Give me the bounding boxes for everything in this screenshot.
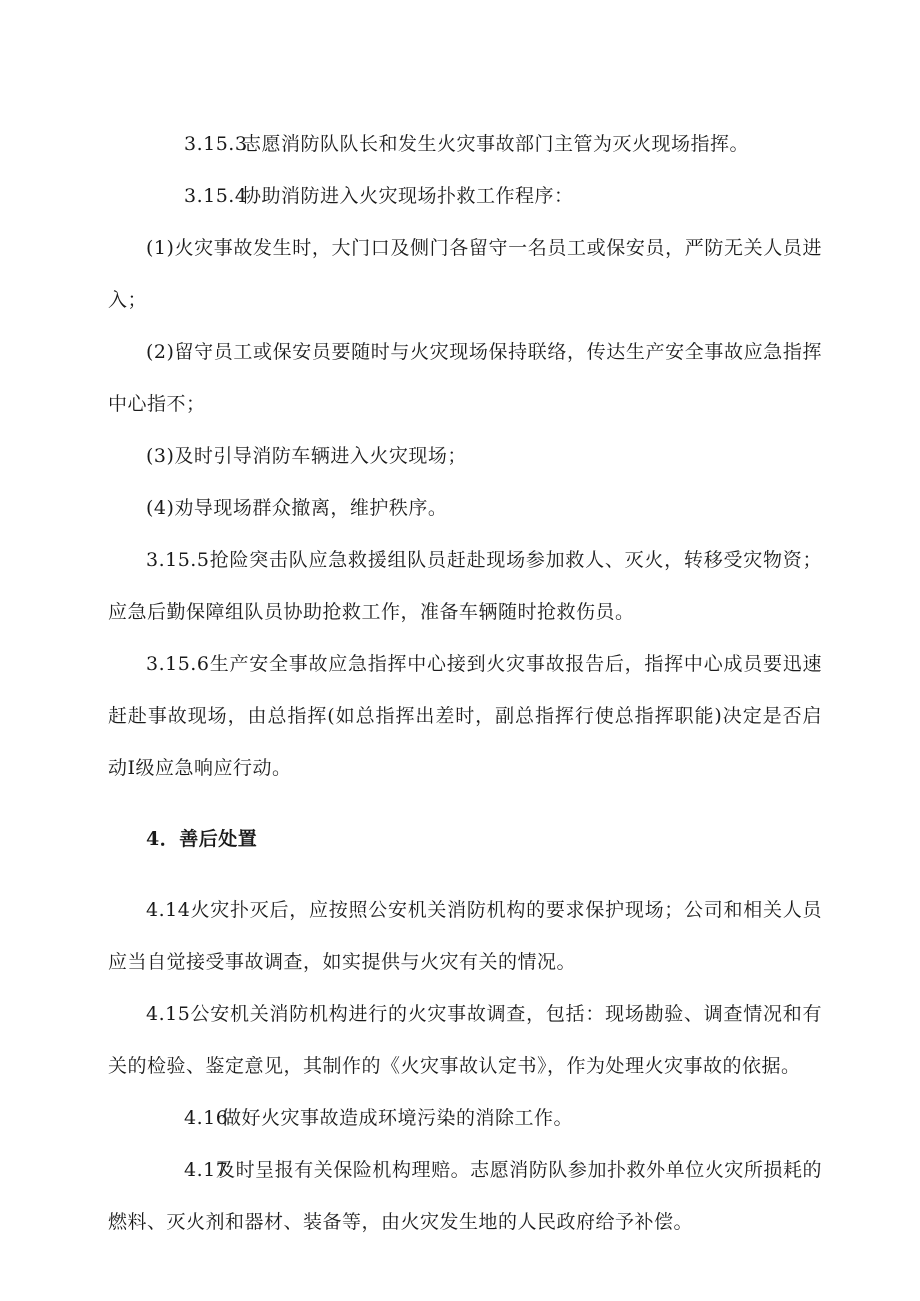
paragraph-3-15-4 xyxy=(108,170,822,222)
paragraph-item-2: (2)留守员工或保安员要随时与火灾现场保持联络，传达生产安全事故应急指挥中心指不； xyxy=(108,341,822,415)
document-page xyxy=(108,118,822,1248)
paragraph-4-14: 4.14火灾扑灭后，应按照公安机关消防机构的要求保护现场；公司和相关人员应当自觉接受事故调查，如实提供与火灾有关的情况。 xyxy=(108,899,822,973)
paragraph-4-17 xyxy=(108,1144,822,1248)
paragraph-4-16 xyxy=(108,1092,822,1144)
paragraph-item-1: (1)火灾事故发生时，大门口及侧门各留守一名员工或保安员，严防无关人员进入； xyxy=(108,237,822,311)
clause-number: 3.15.4 xyxy=(184,185,248,207)
section-heading: 4．善后处置 xyxy=(146,828,258,850)
paragraph-text: 志愿消防队队长和发生火灾事故部门主管为灭火现场指挥。 xyxy=(242,133,750,155)
clause-number: 3.15.3 xyxy=(184,133,248,155)
paragraph-3-15-3 xyxy=(108,118,822,170)
paragraph-text: 做好火灾事故造成环境污染的消除工作。 xyxy=(222,1107,574,1129)
paragraph-text: 及时呈报有关保险机构理赔。志愿消防队参加扑救外单位火灾所损耗的燃料、灭火剂和器材、装备等，由火灾发生地的人民政府给予补偿。 xyxy=(108,1159,822,1233)
paragraph-3-15-5: 3.15.5抢险突击队应急救援组队员赶赴现场参加救人、灭火，转移受灾物资；应急后勤保障组队员协助抢救工作，准备车辆随时抢救伤员。 xyxy=(108,549,822,623)
paragraph-item-3: (3)及时引导消防车辆进入火灾现场； xyxy=(146,445,467,467)
paragraph-text: 协助消防进入火灾现场扑救工作程序： xyxy=(242,185,574,207)
paragraph-4-15: 4.15公安机关消防机构进行的火灾事故调查，包括：现场勘验、调查情况和有关的检验、鉴定意见，其制作的《火灾事故认定书》，作为处理火灾事故的依据。 xyxy=(108,1003,822,1077)
paragraph-3-15-6: 3.15.6生产安全事故应急指挥中心接到火灾事故报告后，指挥中心成员要迅速赶赴事故现场，由总指挥(如总指挥出差时，副总指挥行使总指挥职能)决定是否启动I级应急响应行动。 xyxy=(108,653,822,779)
clause-number: 4.16 xyxy=(184,1107,229,1129)
clause-number: 4.17 xyxy=(184,1159,229,1181)
paragraph-item-4: (4)劝导现场群众撤离，维护秩序。 xyxy=(146,497,448,519)
